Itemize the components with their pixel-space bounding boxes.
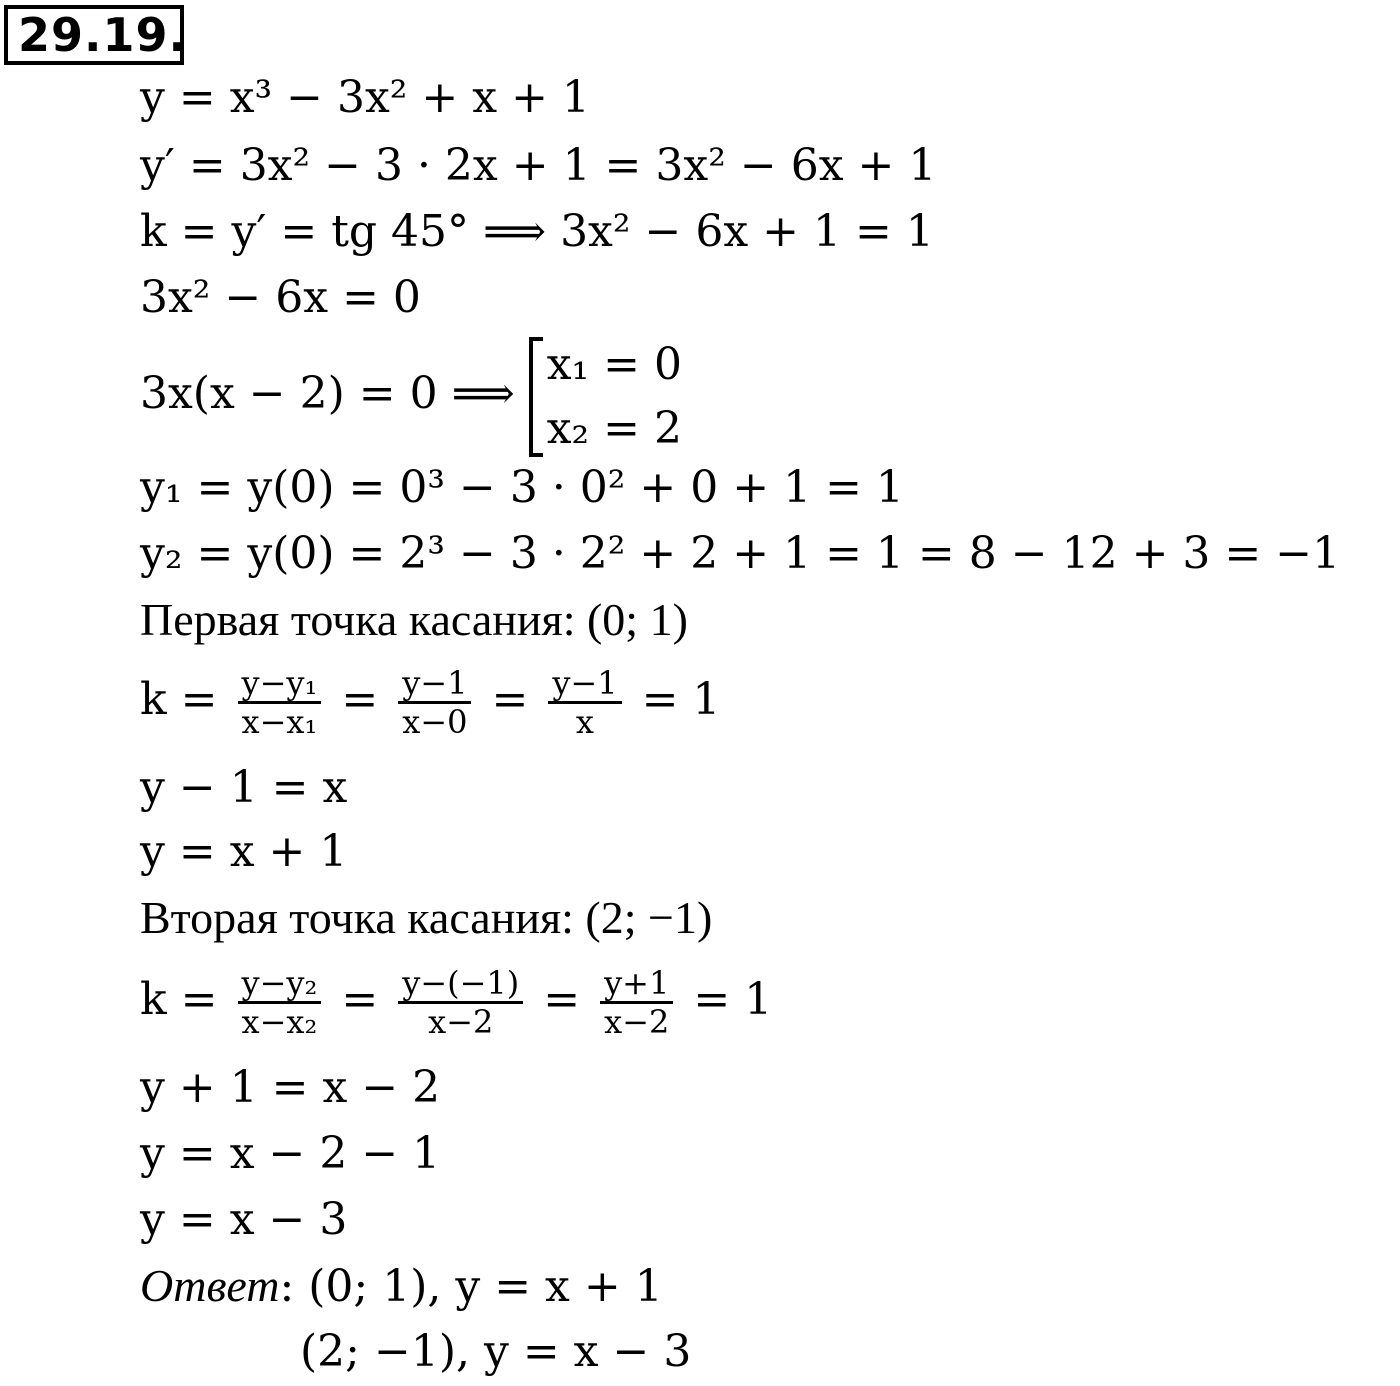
k1-fraction-1-den: x−x₁ — [241, 703, 318, 741]
k2-eq-2: = — [543, 974, 581, 1025]
k1-fraction-2-den: x−0 — [402, 703, 468, 741]
k1-fraction-2 — [398, 665, 471, 740]
equation-k1 — [140, 655, 720, 745]
equation-line1-step: y − 1 = x — [140, 762, 348, 813]
equation-reduced: 3x² − 6x = 0 — [140, 272, 421, 323]
equation-k2 — [140, 955, 772, 1045]
equation-tangent-1: y = x + 1 — [140, 826, 348, 877]
system-bracket — [529, 337, 543, 457]
k2-eq-1: = — [341, 974, 379, 1025]
k2-fraction-2-den: x−2 — [428, 1003, 494, 1041]
k1-fraction-1 — [238, 665, 322, 740]
k2-fraction-1-num: y−y₂ — [238, 965, 322, 1004]
k2-fraction-2-num: y−(−1) — [398, 965, 523, 1004]
k1-fraction-3-den: x — [575, 703, 594, 741]
k1-suffix: = 1 — [641, 674, 721, 725]
roots-system — [529, 333, 682, 461]
k1-fraction-2-num: y−1 — [398, 665, 471, 704]
answer-line-2: (2; −1), y = x − 3 — [300, 1326, 692, 1377]
k2-fraction-1 — [238, 965, 322, 1040]
equation-tangent-2: y = x − 3 — [140, 1194, 348, 1245]
problem-number-box: 29.19. — [4, 5, 184, 65]
k2-fraction-1-den: x−x₂ — [241, 1003, 318, 1041]
k1-fraction-3-num: y−1 — [548, 665, 621, 704]
answer-1: : (0; 1), y = x + 1 — [279, 1261, 663, 1312]
equation-line2-step-2: y = x − 2 − 1 — [140, 1128, 441, 1179]
equation-function: y = x³ − 3x² + x + 1 — [140, 72, 590, 123]
k2-fraction-2 — [398, 965, 523, 1040]
equation-y1: y₁ = y(0) = 0³ − 3 · 0² + 0 + 1 = 1 — [140, 462, 904, 513]
equation-y2: y₂ = y(0) = 2³ − 3 · 2² + 2 + 1 = 1 = 8 − 12 + 3 = −1 — [140, 528, 1341, 579]
equation-derivative: y′ = 3x² − 3 · 2x + 1 = 3x² − 6x + 1 — [140, 140, 937, 191]
root-1: x₁ = 0 — [546, 338, 682, 390]
k2-fraction-3-den: x−2 — [604, 1003, 670, 1041]
k1-eq-1: = — [341, 674, 379, 725]
k2-fraction-3 — [600, 965, 673, 1040]
equation-slope: k = y′ = tg 45° ⟹ 3x² − 6x + 1 = 1 — [140, 206, 934, 257]
root-2: x₂ = 2 — [546, 402, 682, 454]
k1-eq-2: = — [491, 674, 529, 725]
second-point-label: Вторая точка касания: (2; −1) — [140, 892, 713, 943]
first-point-label: Первая точка касания: (0; 1) — [140, 594, 688, 645]
equation-line2-step-1: y + 1 = x − 2 — [140, 1062, 441, 1113]
equation-factored — [140, 330, 682, 461]
k2-prefix: k = — [140, 974, 218, 1025]
k1-fraction-1-num: y−y₁ — [238, 665, 322, 704]
k2-suffix: = 1 — [693, 974, 773, 1025]
k1-fraction-3 — [548, 665, 621, 740]
k2-fraction-3-num: y+1 — [600, 965, 673, 1004]
k1-prefix: k = — [140, 674, 218, 725]
answer-label: Ответ — [140, 1260, 280, 1311]
factored-left: 3x(x − 2) = 0 ⟹ — [140, 368, 515, 419]
answer-line-1 — [140, 1258, 663, 1315]
